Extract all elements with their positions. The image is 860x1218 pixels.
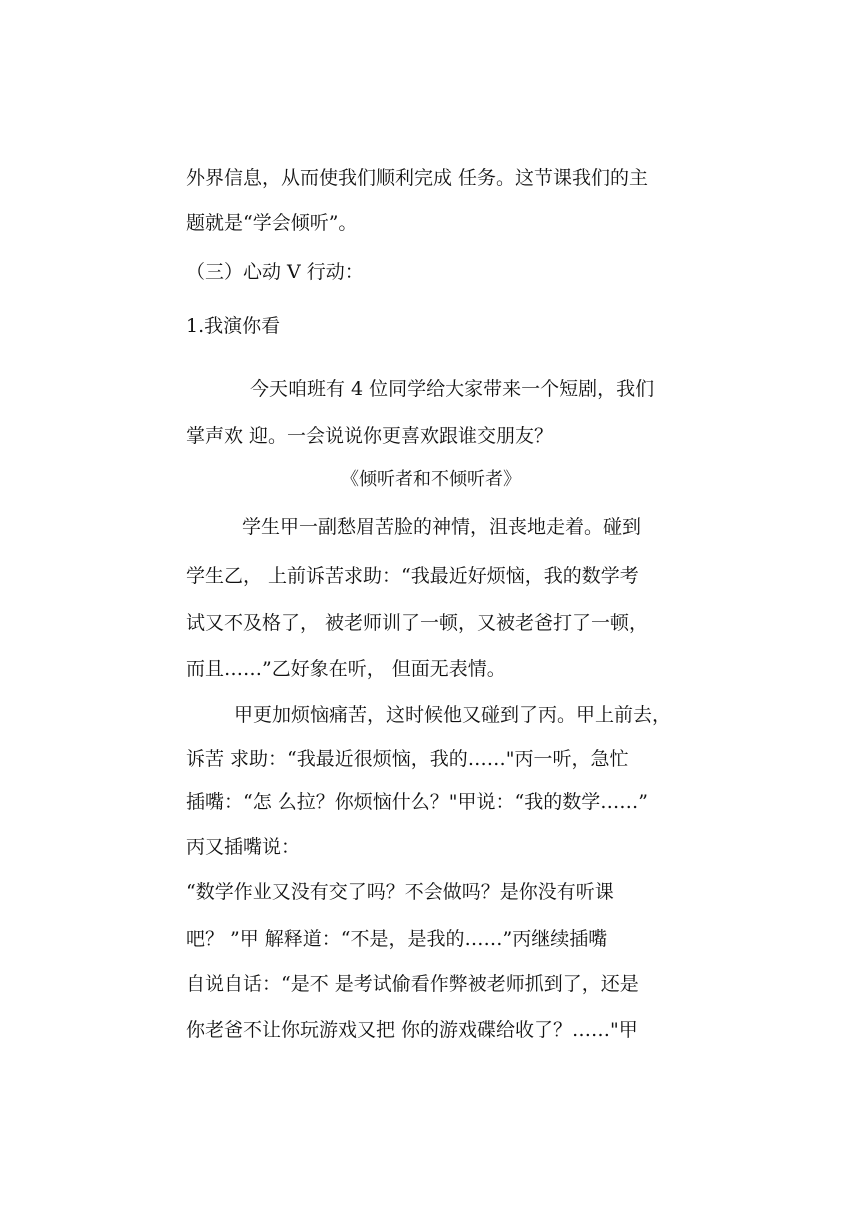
paragraph-line: 丙又插嘴说：: [186, 836, 301, 858]
play-title: 《倾听者和不倾听者》: [341, 469, 521, 490]
paragraph-line: 自说自话：“是不 是考试偷看作弊被老师抓到了，还是: [186, 973, 639, 995]
subsection-heading: 1.我演你看: [186, 315, 281, 337]
paragraph-line: 甲更加烦恼痛苦，这时候他又碰到了丙。甲上前去，: [234, 704, 672, 726]
paragraph-line: 你老爸不让你玩游戏又把 你的游戏碟给收了？……"甲: [186, 1019, 638, 1041]
paragraph-line: 掌声欢 迎。一会说说你更喜欢跟谁交朋友？: [186, 425, 554, 447]
paragraph-line: 今天咱班有 4 位同学给大家带来一个短剧，我们: [250, 378, 655, 400]
paragraph-line: 插嘴：“怎 么拉？你烦恼什么？"甲说：“我的数学……”: [186, 791, 648, 813]
paragraph-line: 学生甲一副愁眉苦脸的神情，沮丧地走着。碰到: [242, 516, 642, 538]
section-heading: （三）心动 V 行动：: [186, 261, 364, 283]
paragraph-line: 而且……”乙好象在听， 但面无表情。: [186, 658, 506, 680]
paragraph-line: 吧？ ”甲 解释道：“不是，是我的……”丙继续插嘴: [186, 928, 608, 950]
paragraph-line: 外界信息，从而使我们顺利完成 任务。这节课我们的主: [186, 167, 649, 189]
paragraph-line: 诉苦 求助：“我最近很烦恼，我的……"丙一听，急忙: [186, 748, 629, 770]
paragraph-line: 试又不及格了， 被老师训了一顿，又被老爸打了一顿，: [186, 612, 649, 634]
paragraph-line: 学生乙， 上前诉苦求助：“我最近好烦恼，我的数学考: [186, 565, 639, 587]
paragraph-line: “数学作业又没有交了吗？不会做吗？是你没有听课: [186, 881, 614, 903]
paragraph-line: 题就是“学会倾听”。: [186, 212, 358, 234]
